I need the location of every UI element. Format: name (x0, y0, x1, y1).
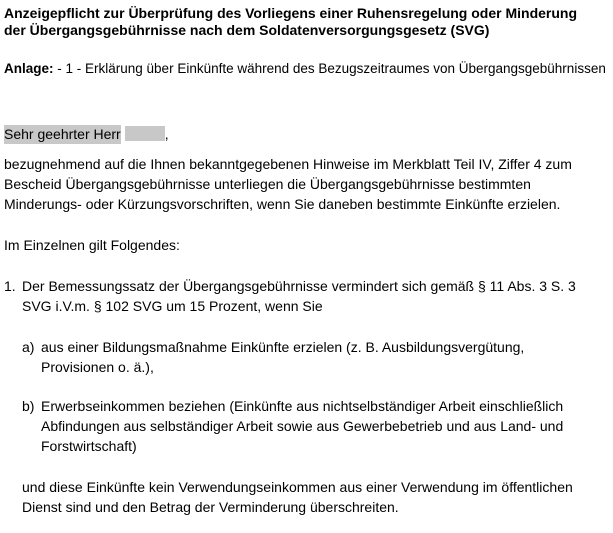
closing-line-1: und diese Einkünfte kein Verwendungseinkommen aus einer Verwendung im öffentlichen (22, 479, 573, 495)
sub-item-text (41, 396, 563, 456)
closing-paragraph (22, 477, 573, 517)
item1-line-1: Der Bemessungssatz der Übergangsgebührnisse vermindert sich gemäß § 11 Abs. 3 S. 3 (22, 278, 576, 294)
sub-b-line-2: Abfindungen aus selbständiger Arbeit sowie aus Gewerbebetrieb und aus Land- und (41, 418, 564, 434)
attachment-text: - 1 - Erklärung über Einkünfte während des Bezugszeitraumes von Übergangsgebührnissen (53, 61, 606, 76)
title-line-1: Anzeigepflicht zur Überprüfung des Vorliegens einer Ruhensregelung oder Minderung (4, 5, 578, 21)
item1-line-2: SVG i.V.m. § 102 SVG um 15 Prozent, wenn Sie (22, 298, 323, 314)
sub-b-line-1: Erwerbseinkommen beziehen (Einkünfte aus nichtselbständiger Arbeit einschließlich (41, 398, 564, 414)
sub-b-line-3: Forstwirtschaft) (41, 438, 137, 454)
redacted-name-field (125, 126, 165, 141)
salutation-text: Sehr geehrter Herr (4, 126, 121, 142)
title-line-2: der Übergangsgebührnisse nach dem Soldatenversorgungsgesetz (SVG) (4, 22, 490, 38)
closing-line-2: Dienst sind und den Betrag der Verminderung überschreiten. (22, 499, 399, 515)
salutation-comma: , (164, 126, 169, 142)
sub-a-line-2: Provisionen o. ä.), (41, 359, 154, 375)
intro-line-2: Bescheid Übergangsgebührnisse unterliegen die Übergangsgebührnisse bestimmten (4, 176, 531, 192)
intro-line-3: Minderungs- oder Kürzungsvorschriften, wenn Sie daneben bestimmte Einkünfte erzielen. (4, 196, 561, 212)
details-heading: Im Einzelnen gilt Folgendes: (4, 237, 180, 253)
sub-item-text (41, 337, 524, 377)
intro-line-1: bezugnehmend auf die Ihnen bekanntgegebenen Hinweise im Merkblatt Teil IV, Ziffer 4 zum (4, 156, 572, 172)
sub-item-marker: a) (22, 339, 35, 355)
document-title (4, 5, 609, 39)
attachment-label: Anlage: (4, 61, 54, 76)
salutation (4, 125, 169, 143)
list-item-text (22, 276, 576, 316)
sub-item-marker: b) (22, 398, 35, 414)
intro-paragraph (4, 154, 572, 214)
list-item-number: 1. (4, 278, 16, 294)
sub-a-line-1: aus einer Bildungsmaßnahme Einkünfte erzielen (z. B. Ausbildungsvergütung, (41, 339, 525, 355)
attachment-line (4, 60, 606, 77)
